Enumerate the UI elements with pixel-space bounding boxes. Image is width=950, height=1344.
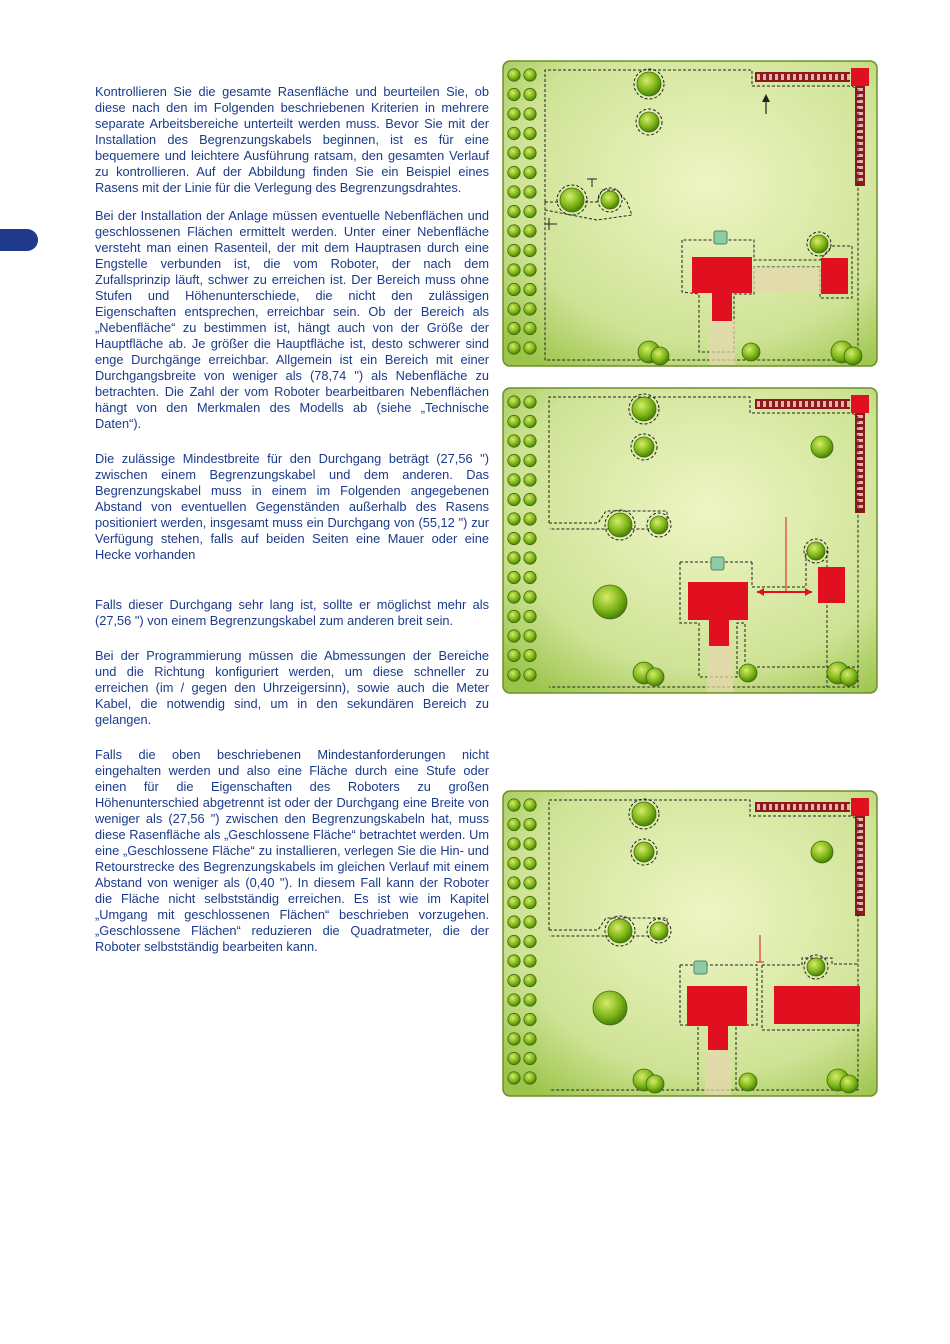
hedge-bush-icon bbox=[524, 1033, 536, 1045]
hedge-bush-icon bbox=[508, 396, 520, 408]
figure-closed-lawn bbox=[502, 790, 878, 1097]
tree-icon bbox=[593, 585, 627, 619]
hedge-bush-icon bbox=[508, 283, 520, 295]
hedge-bush-icon bbox=[508, 147, 520, 159]
hedge-bush-icon bbox=[524, 322, 536, 334]
hedge-bush-icon bbox=[524, 454, 536, 466]
hedge-bush-icon bbox=[508, 591, 520, 603]
hedge-bush-icon bbox=[508, 244, 520, 256]
hedge-bush-icon bbox=[524, 342, 536, 354]
paragraph-min-width: Die zulässige Mindestbreite für den Durchgang beträgt (27,56 ") zwischen einem Begrenzungskabel und dem anderen. Das Begrenzungskabel muss in einem im Folgenden angegebenen Abstand von eventuellen Gegenständen außerhalb des Rasens positioniert werden, insgesamt muss ein Durchgang von (55,12 ") zur Verfügung stehen, falls auf beiden Seiten eine Mauer oder eine Hecke vorhanden bbox=[95, 451, 489, 562]
tree-icon bbox=[639, 112, 659, 132]
house-icon bbox=[821, 258, 848, 294]
hedge-bush-icon bbox=[524, 186, 536, 198]
tree-icon bbox=[601, 191, 619, 209]
hedge-bush-icon bbox=[508, 1072, 520, 1084]
hedge-bush-icon bbox=[524, 127, 536, 139]
tree-icon bbox=[650, 516, 668, 534]
hedge-bush-icon bbox=[524, 649, 536, 661]
hedge-bush-icon bbox=[508, 435, 520, 447]
hedge-bush-icon bbox=[508, 205, 520, 217]
hedge-bush-icon bbox=[508, 166, 520, 178]
tree-icon bbox=[646, 668, 664, 686]
hedge-bush-icon bbox=[508, 264, 520, 276]
hedge-bush-icon bbox=[508, 955, 520, 967]
hedge-bush-icon bbox=[524, 591, 536, 603]
figure-secondary-lawn bbox=[502, 387, 878, 694]
text-column bbox=[95, 84, 489, 955]
hedge-bush-icon bbox=[508, 186, 520, 198]
hedge-bush-icon bbox=[508, 1033, 520, 1045]
hedge-bush-icon bbox=[508, 610, 520, 622]
figure-main-lawn bbox=[502, 60, 878, 367]
hedge-bush-icon bbox=[524, 225, 536, 237]
charging-station-icon bbox=[694, 961, 707, 974]
tree-icon bbox=[739, 1073, 757, 1091]
charging-station-icon bbox=[711, 557, 724, 570]
house-icon bbox=[688, 582, 748, 620]
hedge-bush-icon bbox=[524, 1013, 536, 1025]
paragraph-long-passage: Falls dieser Durchgang sehr lang ist, sollte er möglichst mehr als (27,56 ") von einem Begrenzungskabel zum anderen breit sein. bbox=[95, 597, 489, 628]
tree-icon bbox=[807, 958, 825, 976]
hedge-bush-icon bbox=[524, 396, 536, 408]
hedge-bush-icon bbox=[524, 1052, 536, 1064]
tree-icon bbox=[840, 668, 858, 686]
hedge-bush-icon bbox=[524, 610, 536, 622]
hedge-bush-icon bbox=[524, 818, 536, 830]
hedge-bush-icon bbox=[508, 127, 520, 139]
hedge-bush-icon bbox=[508, 857, 520, 869]
hedge-bush-icon bbox=[524, 108, 536, 120]
hedge-bush-icon bbox=[524, 435, 536, 447]
tree-icon bbox=[608, 919, 632, 943]
hedge-bush-icon bbox=[508, 532, 520, 544]
hedge-bush-icon bbox=[508, 649, 520, 661]
tree-icon bbox=[742, 343, 760, 361]
house-icon bbox=[692, 257, 752, 293]
hedge-bush-icon bbox=[508, 88, 520, 100]
tree-icon bbox=[739, 664, 757, 682]
hedge-bush-icon bbox=[508, 513, 520, 525]
hedge-bush-icon bbox=[524, 474, 536, 486]
hedge-bush-icon bbox=[524, 264, 536, 276]
hedge-bush-icon bbox=[524, 69, 536, 81]
hedge-bush-icon bbox=[508, 303, 520, 315]
house-icon bbox=[818, 567, 845, 603]
paragraph-programming: Bei der Programmierung müssen die Abmessungen der Bereiche und die Richtung konfiguriert werden, um diese schneller zu erreichen (im / gegen den Uhrzeigersinn), sowie auch die Meter Kabel, die notwendig sind, um in den sekundären Bereich zu gelangen. bbox=[95, 648, 489, 727]
hedge-bush-icon bbox=[508, 493, 520, 505]
hedge-bush-icon bbox=[524, 415, 536, 427]
hedge-bush-icon bbox=[508, 225, 520, 237]
tree-icon bbox=[646, 1075, 664, 1093]
hedge-bush-icon bbox=[524, 974, 536, 986]
tree-icon bbox=[608, 513, 632, 537]
hedge-bush-icon bbox=[508, 342, 520, 354]
tree-icon bbox=[651, 347, 669, 365]
hedge-bush-icon bbox=[524, 799, 536, 811]
hedge-bush-icon bbox=[524, 838, 536, 850]
hedge-bush-icon bbox=[524, 283, 536, 295]
tree-icon bbox=[840, 1075, 858, 1093]
hedge-bush-icon bbox=[524, 994, 536, 1006]
paragraph-intro: Kontrollieren Sie die gesamte Rasenfläche und beurteilen Sie, ob diese nach den im Folgenden beschriebenen Kriterien in mehrere separate Arbeitsbereiche unterteilt werden muss. Bevor Sie mit der Installation des Begrenzungskabels beginnen, ist es für eine bequemere und leichtere Ausführung ratsam, den gesamten Verlauf zu kontrollieren. Auf der Abbildung finden Sie ein Beispiel eines Rasens mit der Linie für die Verlegung des Begrenzungsdrahtes. bbox=[95, 84, 489, 195]
hedge-bush-icon bbox=[508, 799, 520, 811]
hedge-bush-icon bbox=[508, 994, 520, 1006]
tree-icon bbox=[560, 188, 584, 212]
hedge-bush-icon bbox=[524, 955, 536, 967]
hedge-bush-icon bbox=[524, 205, 536, 217]
tree-icon bbox=[811, 436, 833, 458]
hedge-bush-icon bbox=[524, 877, 536, 889]
hedge-bush-icon bbox=[508, 571, 520, 583]
hedge-bush-icon bbox=[524, 896, 536, 908]
hedge-bush-icon bbox=[524, 935, 536, 947]
hedge-bush-icon bbox=[508, 1052, 520, 1064]
hedge-bush-icon bbox=[508, 415, 520, 427]
hedge-bush-icon bbox=[524, 630, 536, 642]
hedge-bush-icon bbox=[508, 838, 520, 850]
hedge-bush-icon bbox=[508, 818, 520, 830]
tree-icon bbox=[807, 542, 825, 560]
paragraph-closed-areas: Falls die oben beschriebenen Mindestanforderungen nicht eingehalten werden und also eine Fläche durch eine Stufe oder einen für die Eigenschaften des Roboters zu großen Höhenunterschied abgetrennt ist oder der Durchgang eine Breite von weniger als (27,56 ") zwischen den Begrenzungskabeln hat, muss diese Rasenfläche als „Geschlossene Fläche“ betrachtet werden. Um eine „Geschlossene Fläche“ zu installieren, verlegen Sie die Hin- und Retourstrecke des Begrenzungskabels im gleichen Verlauf mit einem Abstand von weniger als (0,40 "). In diesem Fall kann der Roboter die Fläche nicht selbstständig erreichen. Es ist wie im Kapitel „Umgang mit geschlossenen Flächen“ beschrieben vorzugehen. „Geschlossene Flächen“ reduzieren die Quadratmeter, die der Roboter selbstständig bearbeiten kann. bbox=[95, 747, 489, 954]
hedge-bush-icon bbox=[524, 513, 536, 525]
hedge-bush-icon bbox=[524, 166, 536, 178]
hedge-bush-icon bbox=[508, 974, 520, 986]
hedge-bush-icon bbox=[524, 916, 536, 928]
tree-icon bbox=[637, 72, 661, 96]
tree-icon bbox=[632, 397, 656, 421]
tree-icon bbox=[593, 991, 627, 1025]
hedge-bush-icon bbox=[524, 1072, 536, 1084]
hedge-bush-icon bbox=[508, 877, 520, 889]
hedge-bush-icon bbox=[508, 454, 520, 466]
hedge-bush-icon bbox=[508, 896, 520, 908]
house-icon bbox=[774, 986, 860, 1024]
hedge-bush-icon bbox=[508, 916, 520, 928]
hedge-bush-icon bbox=[524, 669, 536, 681]
hedge-bush-icon bbox=[524, 571, 536, 583]
hedge-bush-icon bbox=[524, 532, 536, 544]
charging-station-icon bbox=[714, 231, 727, 244]
chapter-tab-marker bbox=[0, 229, 38, 251]
tree-icon bbox=[811, 841, 833, 863]
hedge-bush-icon bbox=[524, 552, 536, 564]
hedge-bush-icon bbox=[524, 857, 536, 869]
hedge-bush-icon bbox=[508, 69, 520, 81]
tree-icon bbox=[844, 347, 862, 365]
tree-icon bbox=[634, 437, 654, 457]
hedge-bush-icon bbox=[508, 474, 520, 486]
tree-icon bbox=[810, 235, 828, 253]
hedge-bush-icon bbox=[524, 88, 536, 100]
house-icon bbox=[687, 986, 747, 1026]
hedge-bush-icon bbox=[524, 244, 536, 256]
hedge-bush-icon bbox=[524, 147, 536, 159]
hedge-bush-icon bbox=[524, 303, 536, 315]
tree-icon bbox=[650, 922, 668, 940]
hedge-bush-icon bbox=[508, 108, 520, 120]
hedge-bush-icon bbox=[524, 493, 536, 505]
tree-icon bbox=[632, 802, 656, 826]
hedge-bush-icon bbox=[508, 1013, 520, 1025]
hedge-bush-icon bbox=[508, 630, 520, 642]
hedge-bush-icon bbox=[508, 669, 520, 681]
hedge-bush-icon bbox=[508, 322, 520, 334]
paragraph-secondary-areas: Bei der Installation der Anlage müssen eventuelle Nebenflächen und geschlossenen Flächen ermittelt werden. Unter einer Nebenfläche versteht man einen Rasenteil, der mit dem Hauptrasen durch eine Engstelle verbunden ist, die vom Roboter, der nach dem Zufallsprinzip läuft, schwer zu erreichen ist. Der Bereich muss ohne Stufen und Höhenunterschiede, die nicht den zulässigen Eigenschaften entsprechen, erreichbar sein. Ob der Bereich als „Nebenfläche“ zu bestimmen ist, hängt auch von der Größe der Hauptfläche ab. Je größer die Hauptfläche ist, desto schwerer sind enge Durchgänge erreichbar. Allgemein ist ein Bereich mit einer Durchgangsbreite von weniger als (78,74 ") als Nebenfläche zu betrachten. Die Zahl der vom Roboter bearbeitbaren Nebenflächen hängt von den Merkmalen des Modells ab (siehe „Technische Daten“). bbox=[95, 208, 489, 431]
hedge-bush-icon bbox=[508, 935, 520, 947]
tree-icon bbox=[634, 842, 654, 862]
hedge-bush-icon bbox=[508, 552, 520, 564]
